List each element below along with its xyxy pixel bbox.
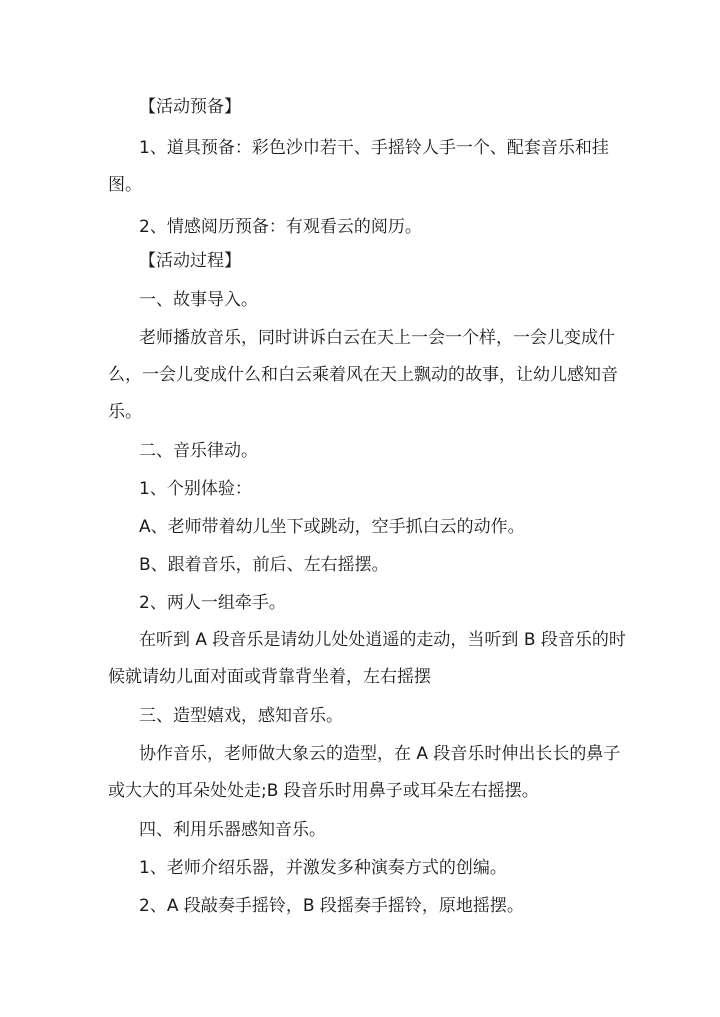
paragraph-continuation: 乐。 xyxy=(108,402,142,422)
paragraph: 1、老师介绍乐器，并激发多种演奏方式的创编。 xyxy=(139,858,507,878)
paragraph: 2、两人一组牵手。 xyxy=(139,593,286,613)
paragraph-continuation: 图。 xyxy=(108,175,142,195)
paragraph: 1、道具预备：彩色沙巾若干、手摇铃人手一个、配套音乐和挂 xyxy=(139,138,609,158)
paragraph: 三、造型嬉戏，感知音乐。 xyxy=(139,706,343,726)
paragraph: 二、音乐律动。 xyxy=(139,441,258,461)
paragraph: 一、故事导入。 xyxy=(139,290,258,310)
section-heading: 【活动过程】 xyxy=(139,251,241,271)
paragraph: 2、A 段敲奏手摇铃，B 段摇奏手摇铃，原地摇摆。 xyxy=(139,896,524,916)
paragraph: 四、利用乐器感知音乐。 xyxy=(139,820,326,840)
paragraph: 协作音乐，老师做大象云的造型，在 A 段音乐时伸出长长的鼻子 xyxy=(139,744,621,764)
paragraph: 在听到 A 段音乐是请幼儿处处逍遥的走动，当听到 B 段音乐的时 xyxy=(139,630,626,650)
paragraph-continuation: 候就请幼儿面对面或背靠背坐着，左右摇摆 xyxy=(108,667,431,687)
paragraph: 2、情感阅历预备：有观看云的阅历。 xyxy=(139,217,422,237)
paragraph: 【活动预备】 xyxy=(139,97,241,117)
paragraph-continuation: 或大大的耳朵处处走;B 段音乐时用鼻子或耳朵左右摇摆。 xyxy=(108,781,539,801)
paragraph-continuation: 么，一会儿变成什么和白云乘着风在天上飘动的故事，让幼儿感知音 xyxy=(108,365,618,385)
paragraph: 1、个别体验： xyxy=(139,479,252,499)
paragraph: B、跟着音乐，前后、左右摇摆。 xyxy=(139,555,389,575)
paragraph: A、老师带着幼儿坐下或跳动，空手抓白云的动作。 xyxy=(139,517,525,537)
paragraph: 老师播放音乐，同时讲诉白云在天上一会一个样，一会儿变成什 xyxy=(139,328,615,348)
